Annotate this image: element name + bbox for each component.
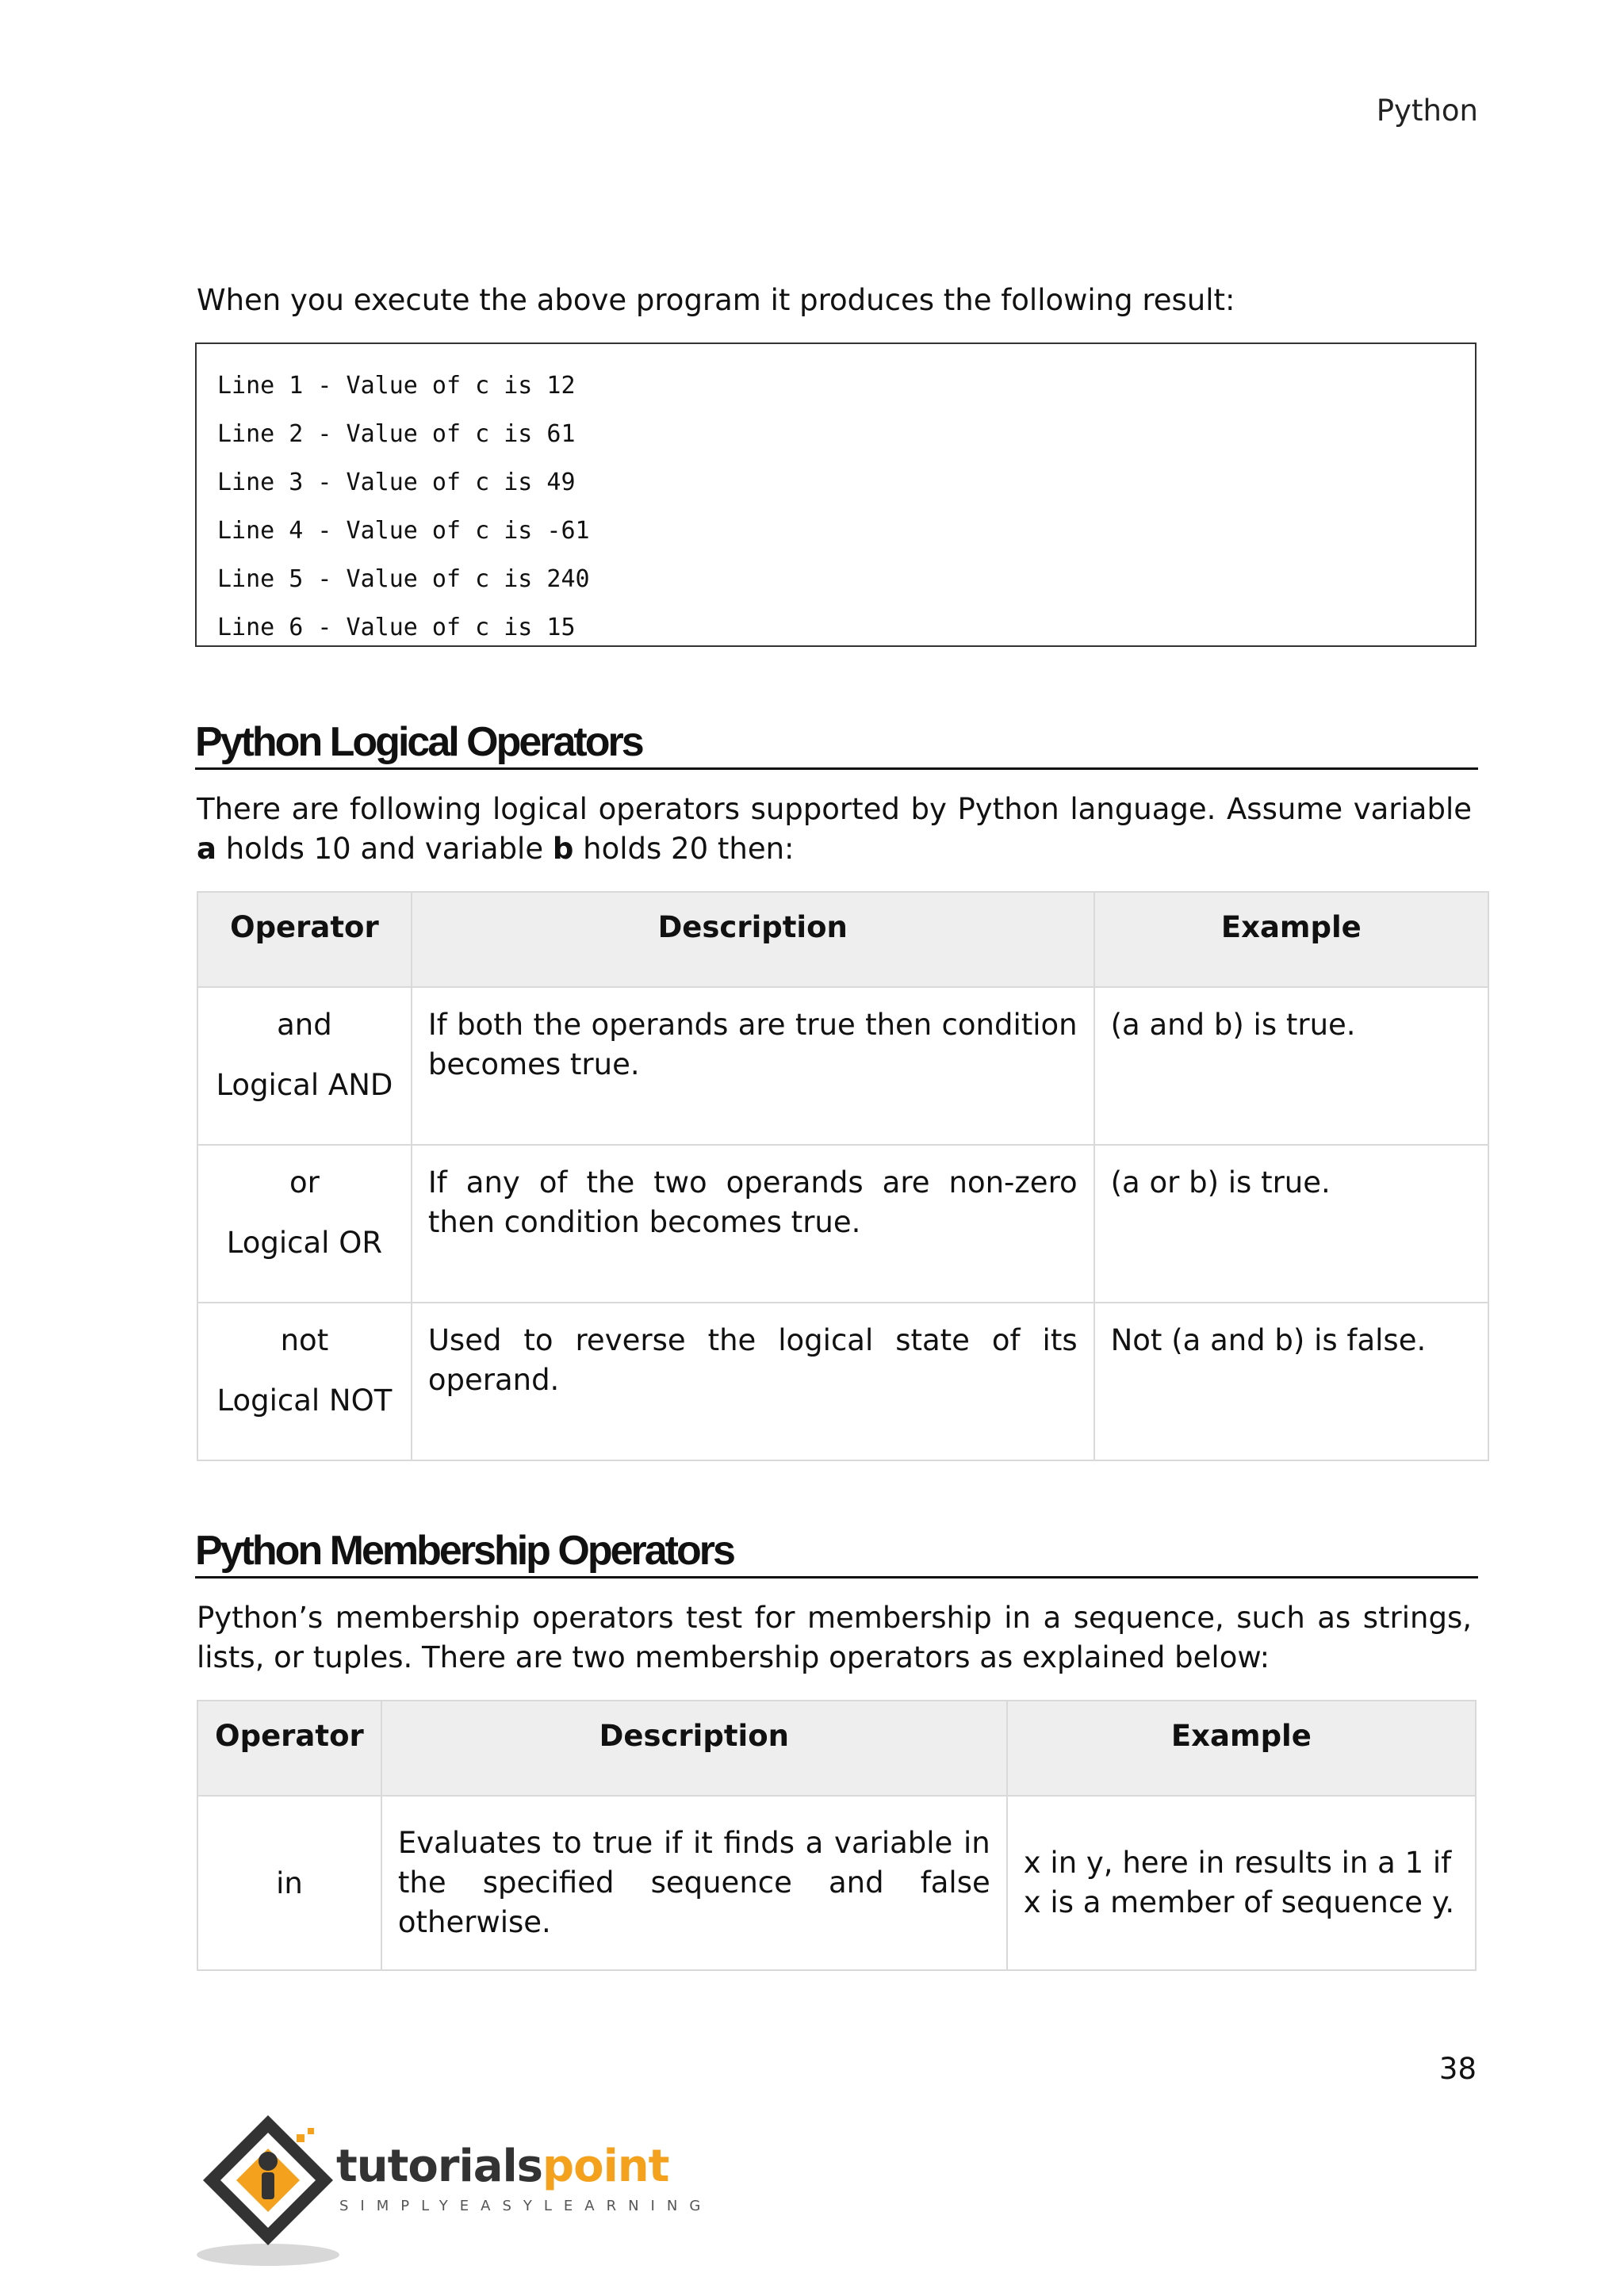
membership-operators-title: Python Membership Operators [195,1529,1478,1578]
description-cell: If both the operands are true then condition becomes true. [412,987,1094,1145]
operator-label: Logical NOT [216,1383,393,1418]
table-row [197,1145,1488,1303]
code-line: Line 4 - Value of c is -61 [217,517,590,545]
operator-cell: in [197,1796,381,1970]
logo-tagline: SIMPLYEASYLEARNING [339,2198,713,2214]
logical-intro-part1: There are following logical operators supported by Python language. Assume variable [197,792,1472,826]
header-example: Example [1094,892,1488,987]
example-cell: (a and b) is true. [1094,987,1488,1145]
header-operator: Operator [197,892,412,987]
logo-part2: point [542,2141,669,2192]
logo-part1: tutorials [336,2141,543,2192]
table-header-row [197,1701,1476,1796]
variable-a: a [197,832,216,866]
operator-label: Logical AND [216,1068,393,1102]
operator-keyword: not [280,1323,329,1357]
code-line: Line 3 - Value of c is 49 [217,469,576,496]
intro-text: When you execute the above program it produces the following result: [197,283,1235,317]
description-cell: Used to reverse the logical state of its operand. [412,1303,1094,1460]
tutorialspoint-logo-icon [197,2112,339,2271]
operator-cell [197,1303,412,1460]
operator-cell [197,1145,412,1303]
membership-intro: Python’s membership operators test for membership in a sequence, such as strings, lists, or tuples. There are two membership operators as explained below: [197,1601,1472,1674]
header-description: Description [381,1701,1007,1796]
code-line: Line 1 - Value of c is 12 [217,372,576,400]
operator-cell [197,987,412,1145]
table-row [197,1796,1476,1970]
membership-operators-table [197,1700,1477,1971]
logical-intro [197,790,1472,869]
code-output-box [195,342,1477,647]
code-line: Line 5 - Value of c is 240 [217,565,590,593]
description-cell: If any of the two operands are non-zero then condition becomes true. [412,1145,1094,1303]
table-header-row [197,892,1488,987]
running-header: Python [1376,94,1478,128]
code-line: Line 6 - Value of c is 15 [217,614,576,641]
example-cell: Not (a and b) is false. [1094,1303,1488,1460]
example-cell: x in y, here in results in a 1 if x is a member of sequence y. [1007,1796,1476,1970]
description-cell: Evaluates to true if it finds a variable in the specified sequence and false otherwise. [381,1796,1007,1970]
operator-label: Logical OR [226,1226,383,1260]
table-row [197,1303,1488,1460]
operator-keyword: and [277,1008,332,1042]
header-description: Description [412,892,1094,987]
variable-b: b [552,832,574,866]
logical-intro-part2: holds 10 and variable [216,832,553,866]
code-line: Line 2 - Value of c is 61 [217,420,576,448]
table-row [197,987,1488,1145]
logo-wordmark [336,2141,668,2192]
page-number: 38 [1438,2052,1477,2086]
example-cell: (a or b) is true. [1094,1145,1488,1303]
logical-intro-part3: holds 20 then: [573,832,795,866]
logical-operators-table [197,891,1489,1461]
operator-keyword: or [289,1165,320,1200]
header-example: Example [1007,1701,1476,1796]
logical-operators-title: Python Logical Operators [195,720,1478,770]
header-operator: Operator [197,1701,381,1796]
